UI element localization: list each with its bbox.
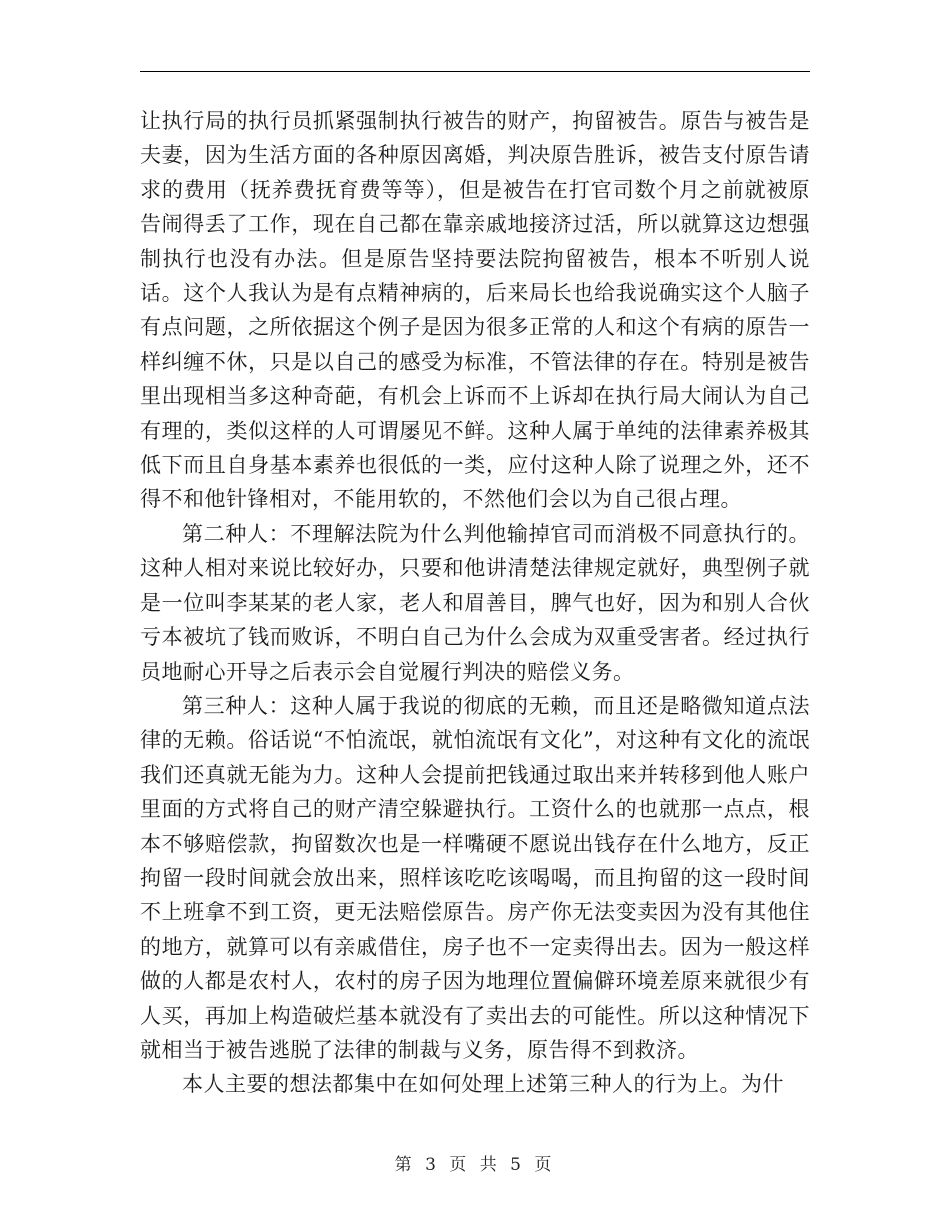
paragraph-1: 让执行局的执行员抓紧强制执行被告的财产，拘留被告。原告与被告是夫妻，因为生活方面的各种原因离婚，判决原告胜诉，被告支付原告请求的费用（抚养费抚育费等等），但是被告在打官司数个月之前就被原告闹得丢了工作，现在自己都在靠亲戚地接济过活，所以就算这边想强制执行也没有办法。但是原告坚持要法院拘留被告，根本不听别人说话。这个人我认为是有点精神病的，后来局长也给我说确实这个人脑子有点问题，之所依据这个例子是因为很多正常的人和这个有病的原告一样纠缠不休，只是以自己的感受为标准，不管法律的存在。特别是被告里出现相当多这种奇葩，有机会上诉而不上诉却在执行局大闹认为自己有理的，类似这样的人可谓屡见不鲜。这种人属于单纯的法律素养极其低下而且自身基本素养也很低的一类，应付这种人除了说理之外，还不得不和他针锋相对，不能用软的，不然他们会以为自己很占理。: [140, 109, 810, 512]
header-rule: [140, 71, 810, 72]
paragraph-2: 第二种人：不理解法院为什么判他输掉官司而消极不同意执行的。这种人相对来说比较好办，只要和他讲清楚法律规定就好，典型例子就是一位叫李某某的老人家，老人和眉善目，脾气也好，因为和别人合伙亏本被坑了钱而败诉，不明白自己为什么会成为双重受害者。经过执行员地耐心开导之后表示会自觉履行判决的赔偿义务。: [140, 521, 810, 684]
page-footer: 第 3 页 共 5 页: [394, 1155, 556, 1175]
document-body: [140, 104, 810, 1102]
paragraph-4: 本人主要的想法都集中在如何处理上述第三种人的行为上。为什: [182, 1072, 784, 1097]
paragraph-3: 第三种人：这种人属于我说的彻底的无赖，而且还是略微知道点法律的无赖。俗话说“不怕流氓，就怕流氓有文化”，对这种有文化的流氓我们还真就无能为力。这种人会提前把钱通过取出来并转移到他人账户里面的方式将自己的财产清空躲避执行。工资什么的也就那一点点，根本不够赔偿款，拘留数次也是一样嘴硬不愿说出钱存在什么地方，反正拘留一段时间就会放出来，照样该吃吃该喝喝，而且拘留的这一段时间不上班拿不到工资，更无法赔偿原告。房产你无法变卖因为没有其他住的地方，就算可以有亲戚借住，房子也不一定卖得出去。因为一般这样做的人都是农村人，农村的房子因为地理位置偏僻环境差原来就很少有人买，再加上构造破烂基本就没有了卖出去的可能性。所以这种情况下就相当于被告逃脱了法律的制裁与义务，原告得不到救济。: [140, 693, 810, 1062]
